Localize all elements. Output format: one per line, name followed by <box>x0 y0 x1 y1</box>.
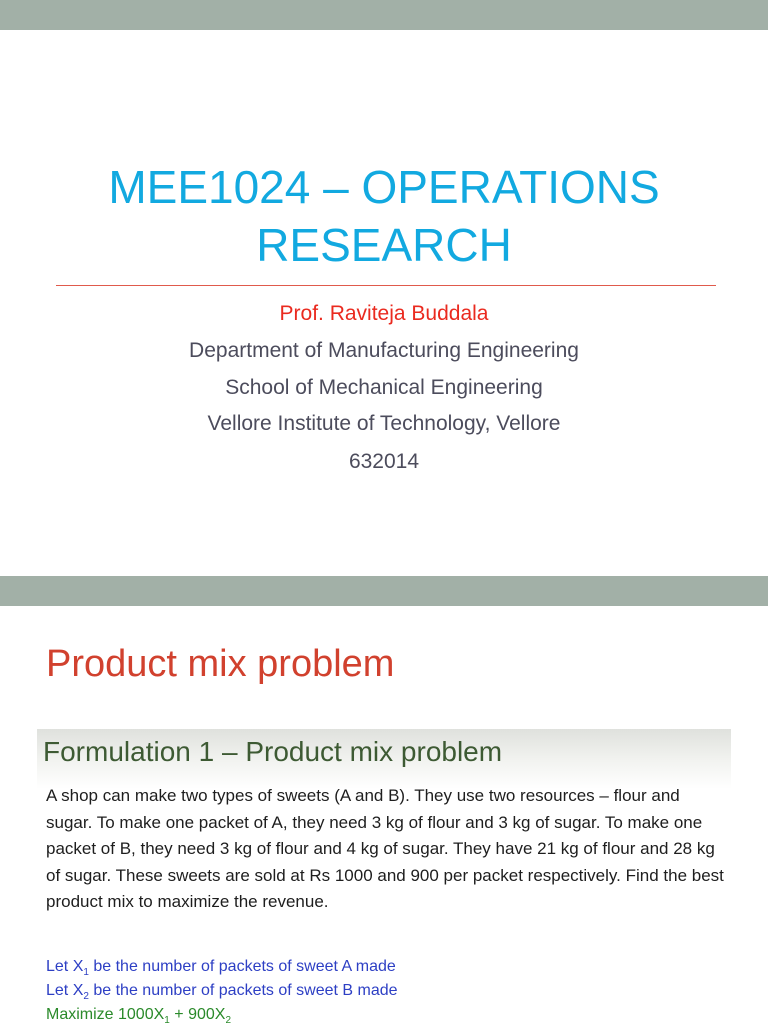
x2-suffix: be the number of packets of sweet B made <box>88 982 398 999</box>
slide-title: Product mix problem <box>46 643 395 685</box>
variable-x2-definition <box>46 979 398 1002</box>
course-title-line-2: RESEARCH <box>256 219 512 271</box>
slide-separator-band <box>0 576 768 606</box>
variable-x1-definition <box>46 955 396 978</box>
top-band <box>0 0 768 30</box>
school-name: School of Mechanical Engineering <box>225 376 543 399</box>
formulation-heading: Formulation 1 – Product mix problem <box>43 736 503 767</box>
objective-function <box>46 1003 231 1024</box>
x1-subscript: 1 <box>83 967 89 979</box>
institute-name: Vellore Institute of Technology, Vellore <box>207 412 561 435</box>
pincode: 632014 <box>348 450 420 473</box>
course-title-line-1: MEE1024 – OPERATIONS <box>108 161 660 213</box>
author-name: Prof. Raviteja Buddala <box>279 302 489 325</box>
title-divider <box>56 285 716 286</box>
problem-statement: A shop can make two types of sweets (A and B). They use two resources – flour and sugar. To make one packet of A, they need 3 kg of flour and 3 kg of sugar. To make one packet of B, they need 3 kg of flour and 4 kg of sugar. They have 21 kg of flour and 28 kg of sugar. These sweets are sold at Rs 1000 and 900 per packet respectively. Find the best product mix to maximize the revenue. <box>46 786 724 911</box>
objective-sub-2: 2 <box>225 1015 232 1024</box>
objective-sub-1: 1 <box>164 1015 170 1024</box>
objective-middle: + 900X <box>169 1006 226 1023</box>
x2-subscript: 2 <box>83 991 89 1003</box>
x1-prefix: Let X <box>46 958 84 975</box>
x1-suffix: be the number of packets of sweet A made <box>88 958 396 975</box>
formulation-embedded-slide <box>37 729 731 1024</box>
department-name: Department of Manufacturing Engineering <box>189 339 579 362</box>
x2-prefix: Let X <box>46 982 84 999</box>
objective-prefix: Maximize 1000X <box>46 1006 165 1023</box>
